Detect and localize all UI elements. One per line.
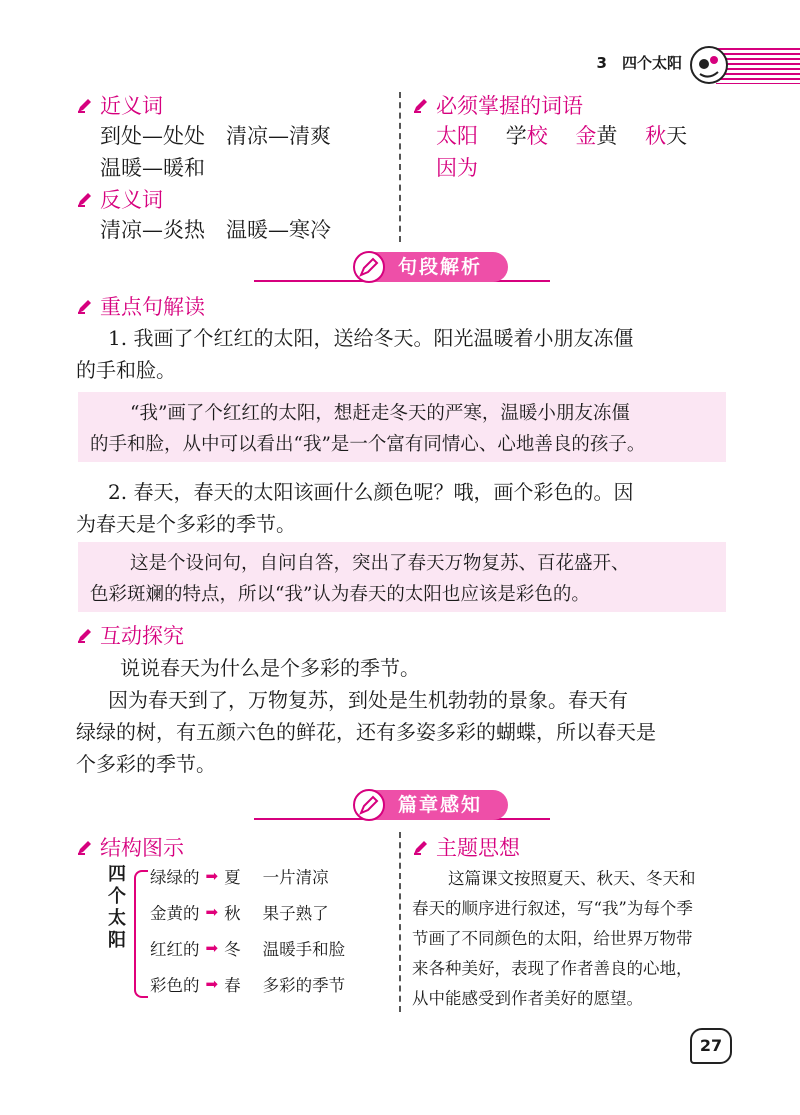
note-1-line-1: “我”画了个红红的太阳，想赶走冬天的严寒，温暖小朋友冻僵 [130,403,630,424]
arrow-right-icon: ➡ [205,867,219,885]
structure-row [150,972,345,996]
antonyms-title: 反义词 [100,188,163,212]
word-huang: 黄 [596,124,618,148]
sentence-2-note [78,542,726,612]
word-jin: 金 [575,124,597,148]
arrow-right-icon: ➡ [205,939,219,957]
pencil-ruler-icon [352,250,386,284]
word-qiu: 秋 [645,124,667,148]
theme-heading [412,832,520,862]
must-master-title: 必须掌握的词语 [436,94,583,118]
synonyms-title: 近义词 [100,94,163,118]
structure-row [150,900,329,924]
pen-icon [76,96,94,114]
synonyms-line-2: 温暖—暖和 [100,156,205,180]
sentence-1-line-2: 的手和脸。 [76,358,176,382]
row-color: 金黄的 [150,904,200,923]
chapter-title: 3 四个太阳 [596,54,682,72]
interactive-answer-line-2: 绿绿的树，有五颜六色的鲜花，还有多姿多彩的蝴蝶，所以春天是 [76,720,656,744]
row-season: 秋 [224,904,241,923]
sentence-1-note [78,392,726,462]
column-divider [399,92,401,242]
row-color: 红红的 [150,940,200,959]
sentence-2-line-2: 为春天是个多彩的季节。 [76,512,296,536]
column-divider [399,832,401,1012]
pen-icon [76,297,94,315]
structure-row [150,864,329,888]
structure-row [150,936,345,960]
key-sentences-title: 重点句解读 [100,295,205,319]
word-tian: 天 [666,124,688,148]
must-master-words-row-1 [436,120,687,150]
word-xiao: 校 [526,124,548,148]
interactive-title: 互动探究 [100,624,184,648]
banner-label: 篇章感知 [354,790,508,820]
section-banner-overview [254,790,550,824]
header-decoration [716,48,800,84]
structure-title: 结构图示 [100,836,184,860]
pen-icon [76,838,94,856]
mascot-icon [690,46,728,84]
theme-line-3: 节画了不同颜色的太阳，给世界万物带 [412,929,693,948]
row-season: 春 [224,976,241,995]
theme-body [412,864,696,1014]
interactive-question: 说说春天为什么是个多彩的季节。 [120,656,420,680]
synonyms-line-1: 到处—处处 清凉—清爽 [100,124,331,148]
structure-brace [134,870,148,998]
word-xue: 学 [505,124,527,148]
row-desc: 多彩的季节 [262,976,346,995]
synonyms-heading [76,90,163,120]
word-yinwei: 因为 [436,156,478,180]
key-sentences-heading [76,291,205,321]
row-season: 夏 [224,868,241,887]
sentence-1-line-1: 1. 我画了个红红的太阳，送给冬天。阳光温暖着小朋友冻僵 [108,326,634,350]
antonyms-line-1: 清凉—炎热 温暖—寒冷 [100,218,331,242]
interactive-heading [76,620,184,650]
note-1-line-2: 的手和脸，从中可以看出“我”是一个富有同情心、心地善良的孩子。 [90,434,646,455]
section-banner-analysis [254,252,550,286]
row-desc: 果子熟了 [262,904,329,923]
row-season: 冬 [224,940,241,959]
theme-line-4: 来各种美好，表现了作者善良的心地， [412,959,693,978]
row-desc: 一片清凉 [262,868,329,887]
row-color: 绿绿的 [150,868,200,887]
theme-line-2: 春天的顺序进行叙述，写“我”为每个季 [412,899,693,918]
structure-heading [76,832,184,862]
theme-line-1: 这篇课文按照夏天、秋天、冬天和 [448,869,696,888]
pen-icon [412,838,430,856]
must-master-heading [412,90,583,120]
word-taiyang: 太阳 [436,124,478,148]
interactive-answer-line-1: 因为春天到了，万物复苏，到处是生机勃勃的景象。春天有 [108,688,628,712]
row-desc: 温暖手和脸 [262,940,346,959]
pen-icon [412,96,430,114]
pencil-ruler-icon [352,788,386,822]
interactive-answer-line-3: 个多彩的季节。 [76,752,216,776]
arrow-right-icon: ➡ [205,903,219,921]
theme-line-5: 从中能感受到作者美好的愿望。 [412,989,643,1008]
pen-icon [76,190,94,208]
pen-icon [76,626,94,644]
note-2-line-1: 这是个设问句，自问自答，突出了春天万物复苏、百花盛开、 [130,553,630,574]
arrow-right-icon: ➡ [205,975,219,993]
banner-label: 句段解析 [354,252,508,282]
theme-title: 主题思想 [436,836,520,860]
antonyms-heading [76,184,163,214]
sentence-2-line-1: 2. 春天，春天的太阳该画什么颜色呢？哦，画个彩色的。因 [108,480,634,504]
page-number: 27 [690,1028,732,1064]
row-color: 彩色的 [150,976,200,995]
structure-root: 四个太阳 [108,864,126,951]
note-2-line-2: 色彩斑斓的特点，所以“我”认为春天的太阳也应该是彩色的。 [90,584,590,605]
